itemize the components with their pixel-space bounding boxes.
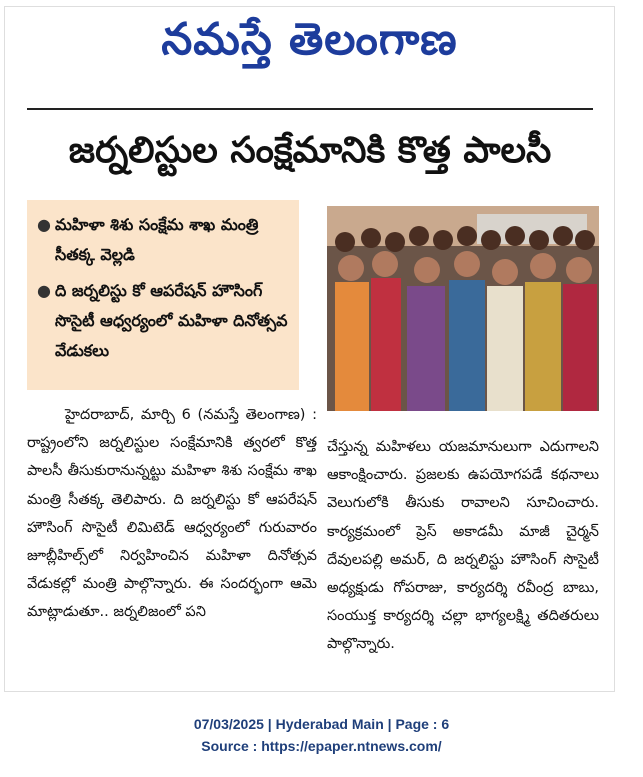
masthead-title: నమస్తే తెలంగాణ <box>161 14 458 65</box>
highlight-text: మహిళా శిశు సంక్షేమ శాఖ మంత్రి సీతక్క వెల్లడి <box>55 215 259 264</box>
article-body-left: హైదరాబాద్, మార్చి 6 (నమస్తే తెలంగాణ) : రాష్ట్రంలోని జర్నలిస్టుల సంక్షేమానికి త్వరలో కొత్త పాలసీ తీసుకురానున్నట్టు మహిళా శిశు సంక్షేమ శాఖ మంత్రి సీతక్క తెలిపారు. ది జర్నలిస్టు కో ఆపరేషన్ హౌసింగ్ సొసైటీ లిమిటెడ్ ఆధ్వర్యంలో గురువారం జూబ్లీహిల్స్‌లో నిర్వహించిన మహిళా దినోత్సవ వేడుకల్లో మంత్రి పాల్గొన్నారు. ఈ సందర్భంగా ఆమె మాట్లాడుతూ.. జర్నలిజంలో పని <box>27 407 317 621</box>
newspaper-clipping <box>4 6 615 692</box>
footer-source-line: Source : https://epaper.ntnews.com/ <box>201 738 442 754</box>
group-photo <box>327 206 599 411</box>
footer <box>0 713 643 757</box>
footer-edition-line: 07/03/2025 | Hyderabad Main | Page : 6 <box>193 716 450 732</box>
bullet-icon: ● <box>37 281 51 300</box>
highlight-text: ది జర్నలిస్టు కో ఆపరేషన్ హౌసింగ్ సొసైటీ ఆధ్వర్యంలో మహిళా దినోత్సవ వేడుకలు <box>55 281 288 360</box>
highlight-item <box>37 210 289 270</box>
highlight-item <box>37 276 289 366</box>
bullet-icon: ● <box>37 215 51 234</box>
group-photo-image <box>327 206 599 411</box>
headline-divider <box>27 108 593 110</box>
article-body-right: చేస్తున్న మహిళలు యజమానులుగా ఎదుగాలని ఆకాంక్షించారు. ప్రజలకు ఉపయోగపడే కథనాలు వెలుగులోకి తీసుకు రావాలని సూచించారు. కార్యక్రమంలో ప్రెస్ అకాడమీ మాజీ చైర్మన్ దేవులపల్లి అమర్, ది జర్నలిస్టు హౌసింగ్ సొసైటీ అధ్యక్షుడు గోపరాజు, కార్యదర్శి రవీంద్ర బాబు, సంయుక్త కార్యదర్శి చల్లా భాగ్యలక్ష్మి తదితరులు పాల్గొన్నారు. <box>327 439 599 653</box>
article-headline: జర్నలిస్టుల సంక్షేమానికి కొత్త పాలసీ <box>68 130 552 171</box>
masthead <box>5 7 614 73</box>
highlights-box <box>27 200 299 390</box>
